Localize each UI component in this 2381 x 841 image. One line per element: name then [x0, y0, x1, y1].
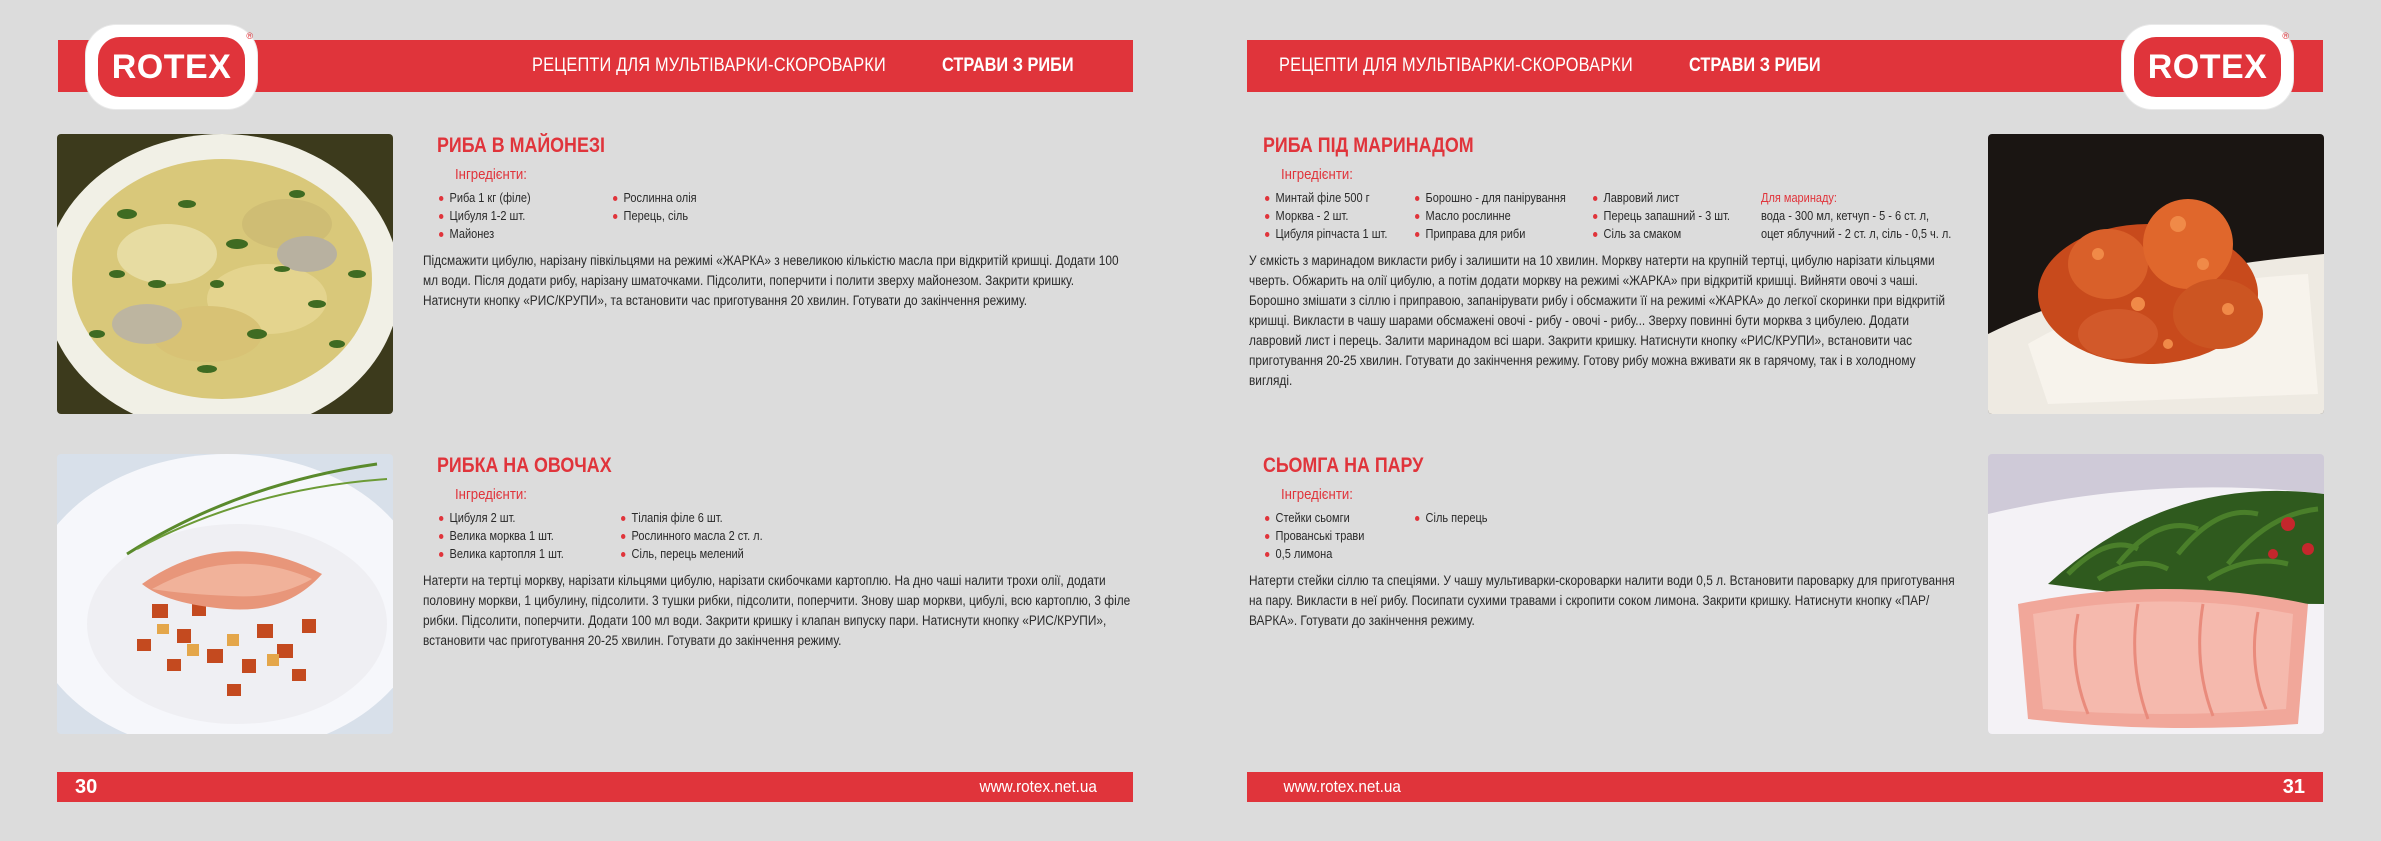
ingredient-item: Перець запашний - 3 шт.: [1593, 207, 1729, 225]
ingredients-label: Інгредієнти:: [1281, 166, 1353, 183]
recipe-instructions: Натерти на тертці моркву, нарізати кільцями цибулю, нарізати скибочками картоплю. На дно чаші налити трохи олії, додати половину моркви, 1 цибулину, підсолити. 3 тушки рибки, підсолити, поперчити. Знову шар моркви, цибулі, всю картоплю, 3 філе рибки. Підсолити, поперчити. Додати 100 мл води. Закрити кришку і клапан випуску пари. Натиснути кнопку «РИС/КРУПИ», встановити час приготування 20-25 хвилин. Готувати до закінчення режиму.: [423, 573, 1131, 648]
page-number: 31: [2282, 775, 2305, 798]
recipe-instructions: У ємкість з маринадом викласти рибу і залишити на 10 хвилин. Моркву натерти на крупній тертці, цибулю нарізати кільцями чверть. Обжарить на олії цибулю, а потім додати моркву на режимі «ЖАРКА» при відкритій кришці. Вийняти овочі з чаші. Борошно змішати з сіллю і приправою, запанірувати рибу і обсмажити її на режимі «ЖАРКА» до легкої скоринки при відкритій кришці. Викласти в чашу шарами обсмажені овочі - рибу - овочі - рибу... Зверху повинні бути морква з цибулею. Додати лавровий лист і перець. Залити маринадом всі шари. Закрити кришку. Натиснути кнопку «РИС/КРУПИ», встановити час приготування 20-25 хвилин. Готувати до закінчення режиму. Готову рибу можна вживати як в гарячому, так і в холодному вигляді.: [1249, 253, 1946, 388]
ingredient-item: Цибуля 2 шт.: [439, 509, 587, 527]
recipe-title: РИБА ПІД МАРИНАДОМ: [1263, 134, 1474, 157]
recipe-fish-veg: [423, 454, 1143, 651]
ingredients-label: Інгредієнти:: [455, 486, 527, 503]
ingredients-label: Інгредієнти:: [455, 166, 527, 183]
logo-text: ROTEX: [2147, 47, 2268, 86]
left-page: [0, 0, 1190, 841]
ingredient-item: Морква - 2 шт.: [1265, 207, 1385, 225]
recipe-salmon: [1249, 454, 1969, 631]
ingredient-item: Приправа для риби: [1415, 225, 1559, 243]
recipe-fish-mayo: [423, 134, 1143, 311]
ingredient-item: Сіль за смаком: [1593, 225, 1729, 243]
footer-bar: [1247, 772, 2323, 802]
ingredient-item: Велика картопля 1 шт.: [439, 545, 587, 563]
header-series: РЕЦЕПТИ ДЛЯ МУЛЬТІВАРКИ-СКОРОВАРКИ: [532, 55, 887, 76]
website-link[interactable]: www.rotex.net.ua: [979, 777, 1097, 796]
ingredient-item: Масло рослинне: [1415, 207, 1559, 225]
ingredient-item: Прованські трави: [1265, 527, 1385, 545]
ingredient-item: Риба 1 кг (філе): [439, 189, 580, 207]
ingredient-item: Лавровий лист: [1593, 189, 1729, 207]
ingredient-item: Велика морква 1 шт.: [439, 527, 587, 545]
photo-fish-veg: [57, 454, 393, 734]
recipe-instructions: Натерти стейки сіллю та спеціями. У чашу мультиварки-скороварки налити води 0,5 л. Встановити пароварку для приготування на пару. Викласти в неї рибу. Посипати сухими травами і скропити соком лимона. Закрити кришку. Натиснути кнопку «ПАР/ВАРКА». Готувати до закінчення режиму.: [1249, 573, 1955, 628]
logo-text: ROTEX: [111, 47, 232, 86]
header-section: СТРАВИ З РИБИ: [941, 55, 1074, 76]
ingredient-item: Сіль, перець мелений: [621, 545, 763, 563]
ingredient-item: Майонез: [439, 225, 580, 243]
rotex-logo: ROTEX ®: [2122, 25, 2293, 109]
marinade-title: Для маринаду:: [1761, 191, 1837, 205]
header-series: РЕЦЕПТИ ДЛЯ МУЛЬТІВАРКИ-СКОРОВАРКИ: [1279, 55, 1633, 76]
rotex-logo: ROTEX ®: [86, 25, 257, 109]
ingredient-item: 0,5 лимона: [1265, 545, 1385, 563]
recipe-title: РИБА В МАЙОНЕЗІ: [437, 134, 606, 157]
photo-fish-marinade: [1988, 134, 2324, 414]
ingredient-item: Борошно - для панірування: [1415, 189, 1559, 207]
header-section: СТРАВИ З РИБИ: [1688, 55, 1821, 76]
website-link[interactable]: www.rotex.net.ua: [1283, 777, 1401, 796]
ingredient-item: Рослинного масла 2 ст. л.: [621, 527, 763, 545]
ingredient-item: Тілапія філе 6 шт.: [621, 509, 763, 527]
ingredient-item: Перець, сіль: [613, 207, 697, 225]
recipe-title: РИБКА НА ОВОЧАХ: [437, 454, 612, 477]
ingredient-item: Минтай філе 500 г: [1265, 189, 1385, 207]
ingredients-label: Інгредієнти:: [1281, 486, 1353, 503]
recipe-instructions: Підсмажити цибулю, нарізану півкільцями на режимі «ЖАРКА» з невеликою кількістю масла при відкритій кришці. Додати 100 мл води. Після додати рибу, нарізану шматочками. Підсолити, поперчити і полити зверху майонезом. Закрити кришку. Натиснути кнопку «РИС/КРУПИ», та встановити час приготування 20 хвилин. Готувати до закінчення режиму.: [423, 253, 1119, 308]
page-number: 30: [75, 775, 98, 798]
ingredient-item: Цибуля ріпчаста 1 шт.: [1265, 225, 1385, 243]
ingredient-item: Рослинна олія: [613, 189, 697, 207]
ingredient-item: Цибуля 1-2 шт.: [439, 207, 580, 225]
marinade-line: оцет яблучний - 2 ст. л, сіль - 0,5 ч. л.: [1761, 227, 1952, 241]
ingredient-item: Стейки сьомги: [1265, 509, 1385, 527]
photo-fish-mayo: [57, 134, 393, 414]
marinade-block: [1761, 189, 1977, 243]
marinade-line: вода - 300 мл, кетчуп - 5 - 6 ст. л,: [1761, 209, 1930, 223]
footer-bar: [57, 772, 1133, 802]
recipe-fish-marinade: [1249, 134, 1969, 391]
photo-salmon: [1988, 454, 2324, 734]
ingredient-item: Сіль перець: [1415, 509, 1488, 527]
recipe-title: СЬОМГА НА ПАРУ: [1263, 454, 1424, 477]
right-page: [1191, 0, 2381, 841]
